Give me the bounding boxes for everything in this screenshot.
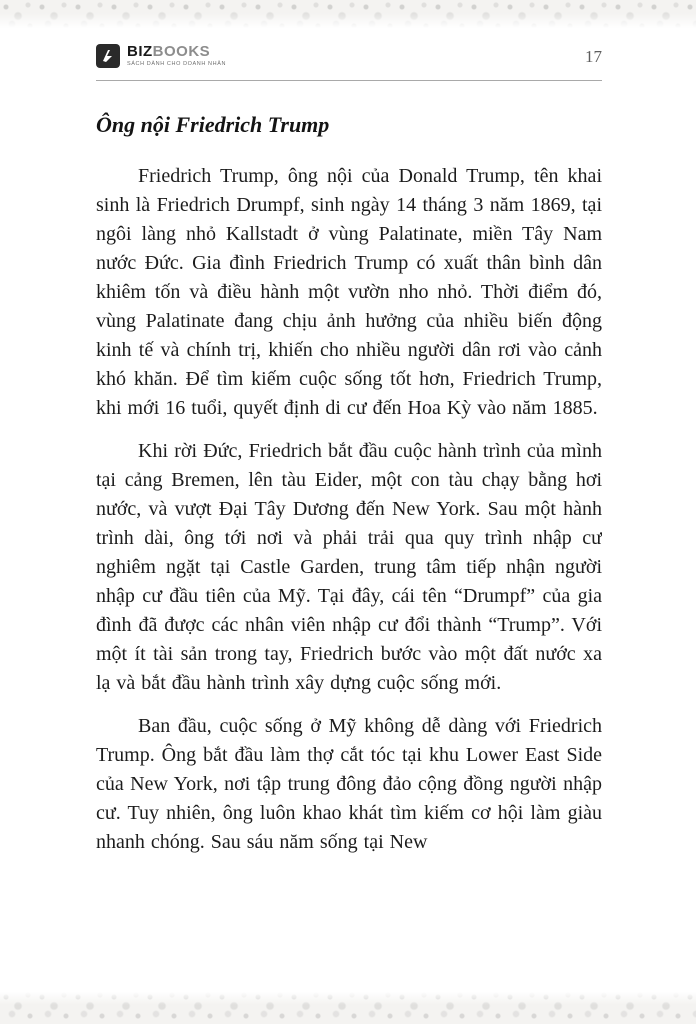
- top-border-pattern: [0, 0, 696, 30]
- brand-name-secondary: BOOKS: [152, 43, 211, 61]
- page-content: [96, 112, 602, 994]
- brand-name-primary: BIZ: [127, 43, 153, 61]
- brand-text: [127, 44, 226, 68]
- brand-name: [127, 44, 226, 59]
- paragraph: Khi rời Đức, Friedrich bắt đầu cuộc hành trình của mình tại cảng Bremen, lên tàu Eider, một con tàu chạy bằng hơi nước, và vượt Đại Tây Dương đến New York. Sau một hành trình dài, ông tới nơi và phải trải qua quy trình nhập cư nghiêm ngặt tại Castle Garden, trung tâm tiếp nhận người nhập cư đầu tiên của Mỹ. Tại đây, cái tên “Drumpf” của gia đình đã được các nhân viên nhập cư đổi thành “Trump”. Với một ít tài sản trong tay, Friedrich bước vào một đất nước xa lạ và bắt đầu hành trình xây dựng cuộc sống mới.: [96, 440, 602, 694]
- bottom-border-pattern: [0, 990, 696, 1024]
- brand-subtitle: SÁCH DÀNH CHO DOANH NHÂN: [127, 61, 227, 68]
- bizbooks-logo-icon: [96, 44, 120, 68]
- paragraph: Ban đầu, cuộc sống ở Mỹ không dễ dàng với Friedrich Trump. Ông bắt đầu làm thợ cắt tóc tại khu Lower East Side của New York, nơi tập trung đông đảo cộng đồng người nhập cư. Tuy nhiên, ông luôn khao khát tìm kiếm cơ hội làm giàu nhanh chóng. Sau sáu năm sống tại New: [96, 715, 602, 853]
- header-divider: [96, 80, 602, 81]
- page-number: 17: [585, 47, 602, 66]
- section-title: Ông nội Friedrich Trump: [96, 112, 330, 137]
- paragraph: Friedrich Trump, ông nội của Donald Trump, tên khai sinh là Friedrich Drumpf, sinh ngày 14 tháng 3 năm 1869, tại ngôi làng nhỏ Kallstadt ở vùng Palatinate, miền Tây Nam nước Đức. Gia đình Friedrich Trump có xuất thân bình dân khiêm tốn và điều hành một vườn nho nhỏ. Thời điểm đó, vùng Palatinate đang chịu ảnh hưởng của nhiều biến động kinh tế và chính trị, khiến cho nhiều người dân rơi vào cảnh khó khăn. Để tìm kiếm cuộc sống tốt hơn, Friedrich Trump, khi mới 16 tuổi, quyết định di cư đến Hoa Kỳ vào năm 1885.: [96, 165, 602, 419]
- page-header: [96, 44, 602, 68]
- publisher-brand: [96, 44, 226, 68]
